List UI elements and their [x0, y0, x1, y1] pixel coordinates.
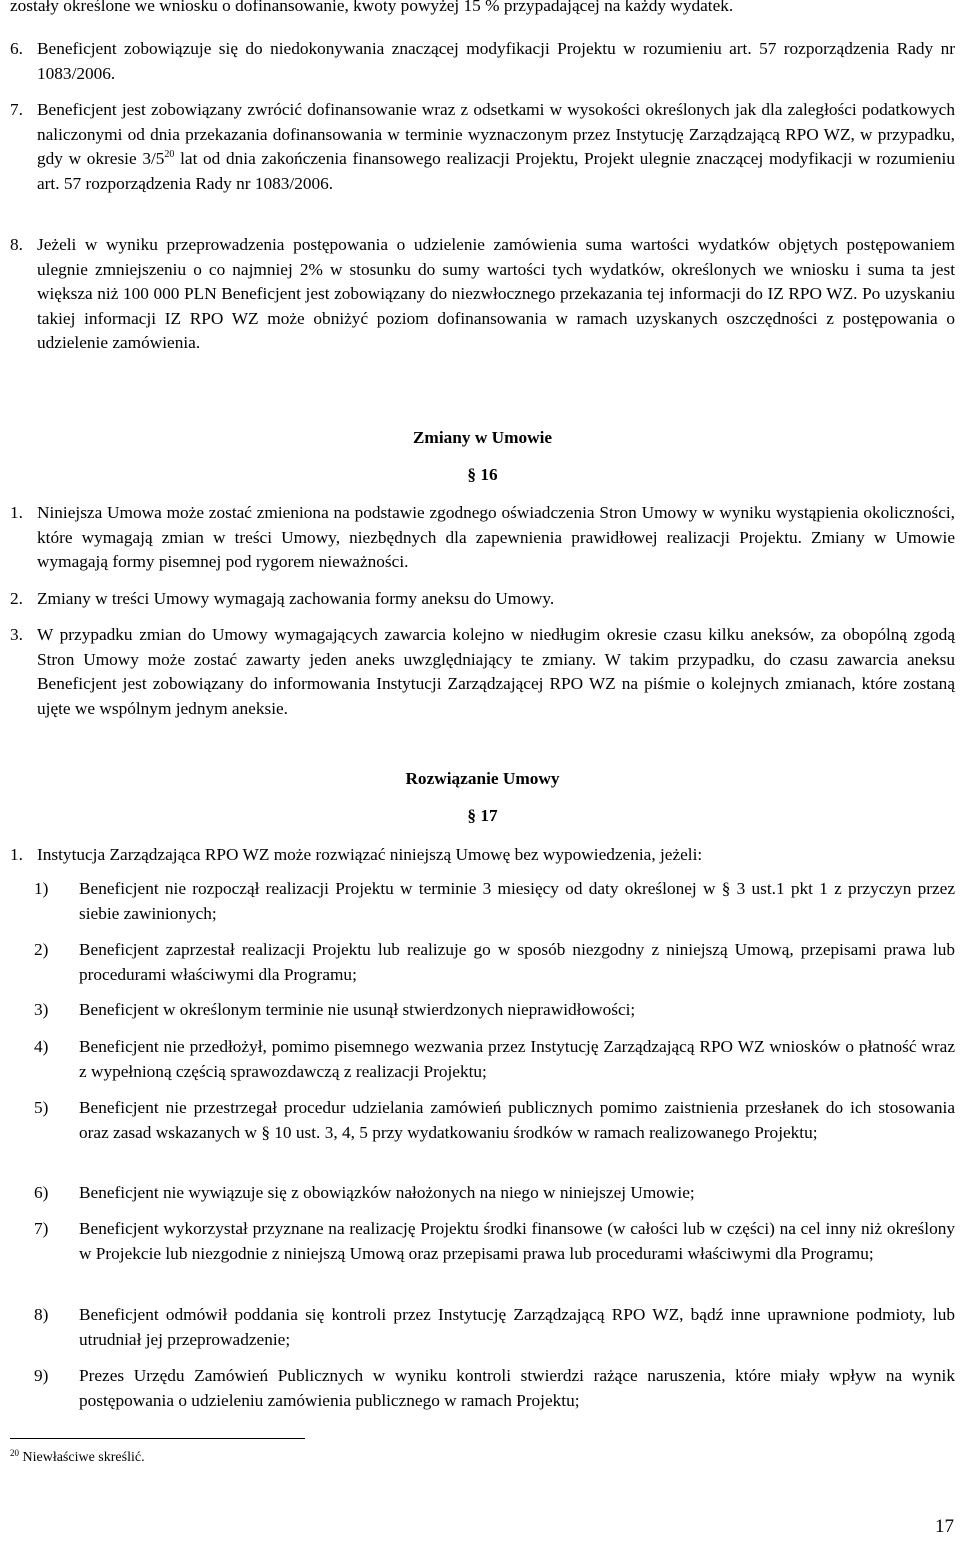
list-item-text: Beneficjent nie wywiązuje się z obowiązków nałożonych na niego w niniejszej Umowie; [79, 1183, 695, 1202]
list-item-text: Beneficjent wykorzystał przyznane na realizację Projektu środki finansowe (w całości lub w części) na cel inny niż określony w Projekcie lub niezgodnie z niniejszą Umową oraz przepisami prawa lub procedurami właściwymi dla Programu; [79, 1219, 955, 1263]
list-item-number: 1) [34, 879, 49, 898]
paragraph-number: 8. [10, 235, 23, 254]
paragraph-number: 1. [10, 503, 23, 522]
list-item-text: Beneficjent nie rozpoczął realizacji Projektu w terminie 3 miesięcy od daty określonej w § 3 ust.1 pkt 1 z przyczyn przez siebie zawinionych; [79, 879, 955, 923]
list-item-4 [10, 1035, 955, 1084]
list-item-text: Prezes Urzędu Zamówień Publicznych w wyniku kontroli stwierdzi rażące naruszenia, które miały wpływ na wynik postępowania o udzieleniu zamówienia publicznego w ramach Projektu; [79, 1366, 955, 1410]
footnote-text: Niewłaściwe skreślić. [22, 1450, 145, 1465]
list-item-7 [10, 1217, 955, 1266]
list-item-9 [10, 1364, 955, 1413]
list-item-5 [10, 1096, 955, 1145]
section-17-number: § 17 [467, 806, 498, 825]
list-item-number: 3) [34, 1000, 49, 1019]
list-item-text: Beneficjent odmówił poddania się kontroli przez Instytucję Zarządzającą RPO WZ, bądź inne uprawnione podmioty, lub utrudniał jej przeprowadzenie; [79, 1305, 955, 1349]
page-number: 17 [935, 1516, 954, 1537]
section-16-paragraph-2 [10, 587, 955, 612]
list-item-text: Beneficjent w określonym terminie nie usunął stwierdzonych nieprawidłowości; [79, 1000, 636, 1019]
list-item-text: Beneficjent nie przedłożył, pomimo pisemnego wezwania przez Instytucję Zarządzającą RPO WZ wniosków o płatność wraz z wypełnioną częścią sprawozdawczą z realizacji Projektu; [79, 1037, 955, 1081]
list-item-2 [10, 938, 955, 987]
paragraph-number: 7. [10, 100, 23, 119]
paragraph-text-continued: lat od dnia zakończenia finansowego realizacji Projektu, Projekt ulegnie znaczącej modyfikacji w rozumieniu art. 57 rozporządzenia Rady nr 1083/2006. [37, 149, 955, 193]
list-item-number: 9) [34, 1366, 49, 1385]
section-17-paragraph-1 [10, 843, 955, 868]
section-16-paragraph-1 [10, 501, 955, 575]
list-item-1 [10, 877, 955, 926]
paragraph-number: 2. [10, 589, 23, 608]
list-item-number: 6) [34, 1183, 49, 1202]
paragraph-number: 6. [10, 39, 23, 58]
list-item-number: 4) [34, 1037, 49, 1056]
list-item-number: 7) [34, 1219, 49, 1238]
section-17-title: Rozwiązanie Umowy [405, 769, 560, 788]
list-item-number: 5) [34, 1098, 49, 1117]
paragraph-8 [10, 233, 955, 356]
intro-line: zostały określone we wniosku o dofinansowanie, kwoty powyżej 15 % przypadającej na każdy wydatek. [10, 0, 734, 15]
paragraph-text: Beneficjent zobowiązuje się do niedokonywania znaczącej modyfikacji Projektu w rozumieniu art. 57 rozporządzenia Rady nr 1083/2006. [37, 39, 955, 83]
footnote-reference: 20 [164, 149, 175, 160]
footnote [10, 1448, 145, 1468]
paragraph-text: Niniejsza Umowa może zostać zmieniona na podstawie zgodnego oświadczenia Stron Umowy w wyniku wystąpienia okoliczności, które wymagają zmian w treści Umowy, niezbędnych dla zapewnienia prawidłowej realizacji Projektu. Zmiany w Umowie wymagają formy pisemnej pod rygorem nieważności. [37, 503, 955, 571]
paragraph-number: 1. [10, 845, 23, 864]
list-item-8 [10, 1303, 955, 1352]
footnote-number: 20 [10, 1448, 19, 1458]
paragraph-6 [10, 37, 955, 86]
paragraph-text: Zmiany w treści Umowy wymagają zachowania formy aneksu do Umowy. [37, 589, 555, 608]
list-item-6 [10, 1181, 955, 1206]
paragraph-text: Beneficjent jest zobowiązany zwrócić dofinansowanie wraz z odsetkami w wysokości określonych jak dla zaległości podatkowych naliczonymi od dnia przekazania dofinansowania w terminie wyznaczonym przez Instytucję Zarządzającą RPO WZ, w przypadku, gdy w okresie 3/5 [37, 100, 955, 168]
paragraph-text: Instytucja Zarządzająca RPO WZ może rozwiązać niniejszą Umowę bez wypowiedzenia, jeżeli: [37, 845, 703, 864]
section-16-paragraph-3 [10, 623, 955, 721]
list-item-3 [10, 998, 955, 1023]
paragraph-7 [10, 98, 955, 196]
footnote-separator [10, 1438, 305, 1439]
list-item-number: 8) [34, 1305, 49, 1324]
paragraph-text: W przypadku zmian do Umowy wymagających zawarcia kolejno w niedługim okresie czasu kilku aneksów, za obopólną zgodą Stron Umowy może zostać zawarty jeden aneks uwzględniający te zmiany. W takim przypadku, do czasu zawarcia aneksu Beneficjent jest zobowiązany do informowania Instytucji Zarządzającej RPO WZ na piśmie o kolejnych zmianach, które zostaną ujęte we wspólnym jednym aneksie. [37, 625, 955, 718]
list-item-text: Beneficjent zaprzestał realizacji Projektu lub realizuje go w sposób niezgodny z niniejszą Umową, przepisami prawa lub procedurami właściwymi dla Programu; [79, 940, 955, 984]
list-item-text: Beneficjent nie przestrzegał procedur udzielania zamówień publicznych pomimo zaistnienia przesłanek do ich stosowania oraz zasad wskazanych w § 10 ust. 3, 4, 5 przy wydatkowaniu środków w ramach realizowanego Projektu; [79, 1098, 955, 1142]
list-item-number: 2) [34, 940, 49, 959]
section-16-number: § 16 [467, 465, 498, 484]
section-16-title: Zmiany w Umowie [412, 428, 553, 447]
paragraph-number: 3. [10, 625, 23, 644]
paragraph-text: Jeżeli w wyniku przeprowadzenia postępowania o udzielenie zamówienia suma wartości wydatków objętych postępowaniem ulegnie zmniejszeniu o co najmniej 2% w stosunku do sumy wartości tych wydatków, określonych we wniosku i suma ta jest większa niż 100 000 PLN Beneficjent jest zobowiązany do niezwłocznego przekazania tej informacji do IZ RPO WZ. Po uzyskaniu takiej informacji IZ RPO WZ może obniżyć poziom dofinansowania w ramach uzyskanych oszczędności z postępowania o udzielenie zamówienia. [37, 235, 955, 352]
